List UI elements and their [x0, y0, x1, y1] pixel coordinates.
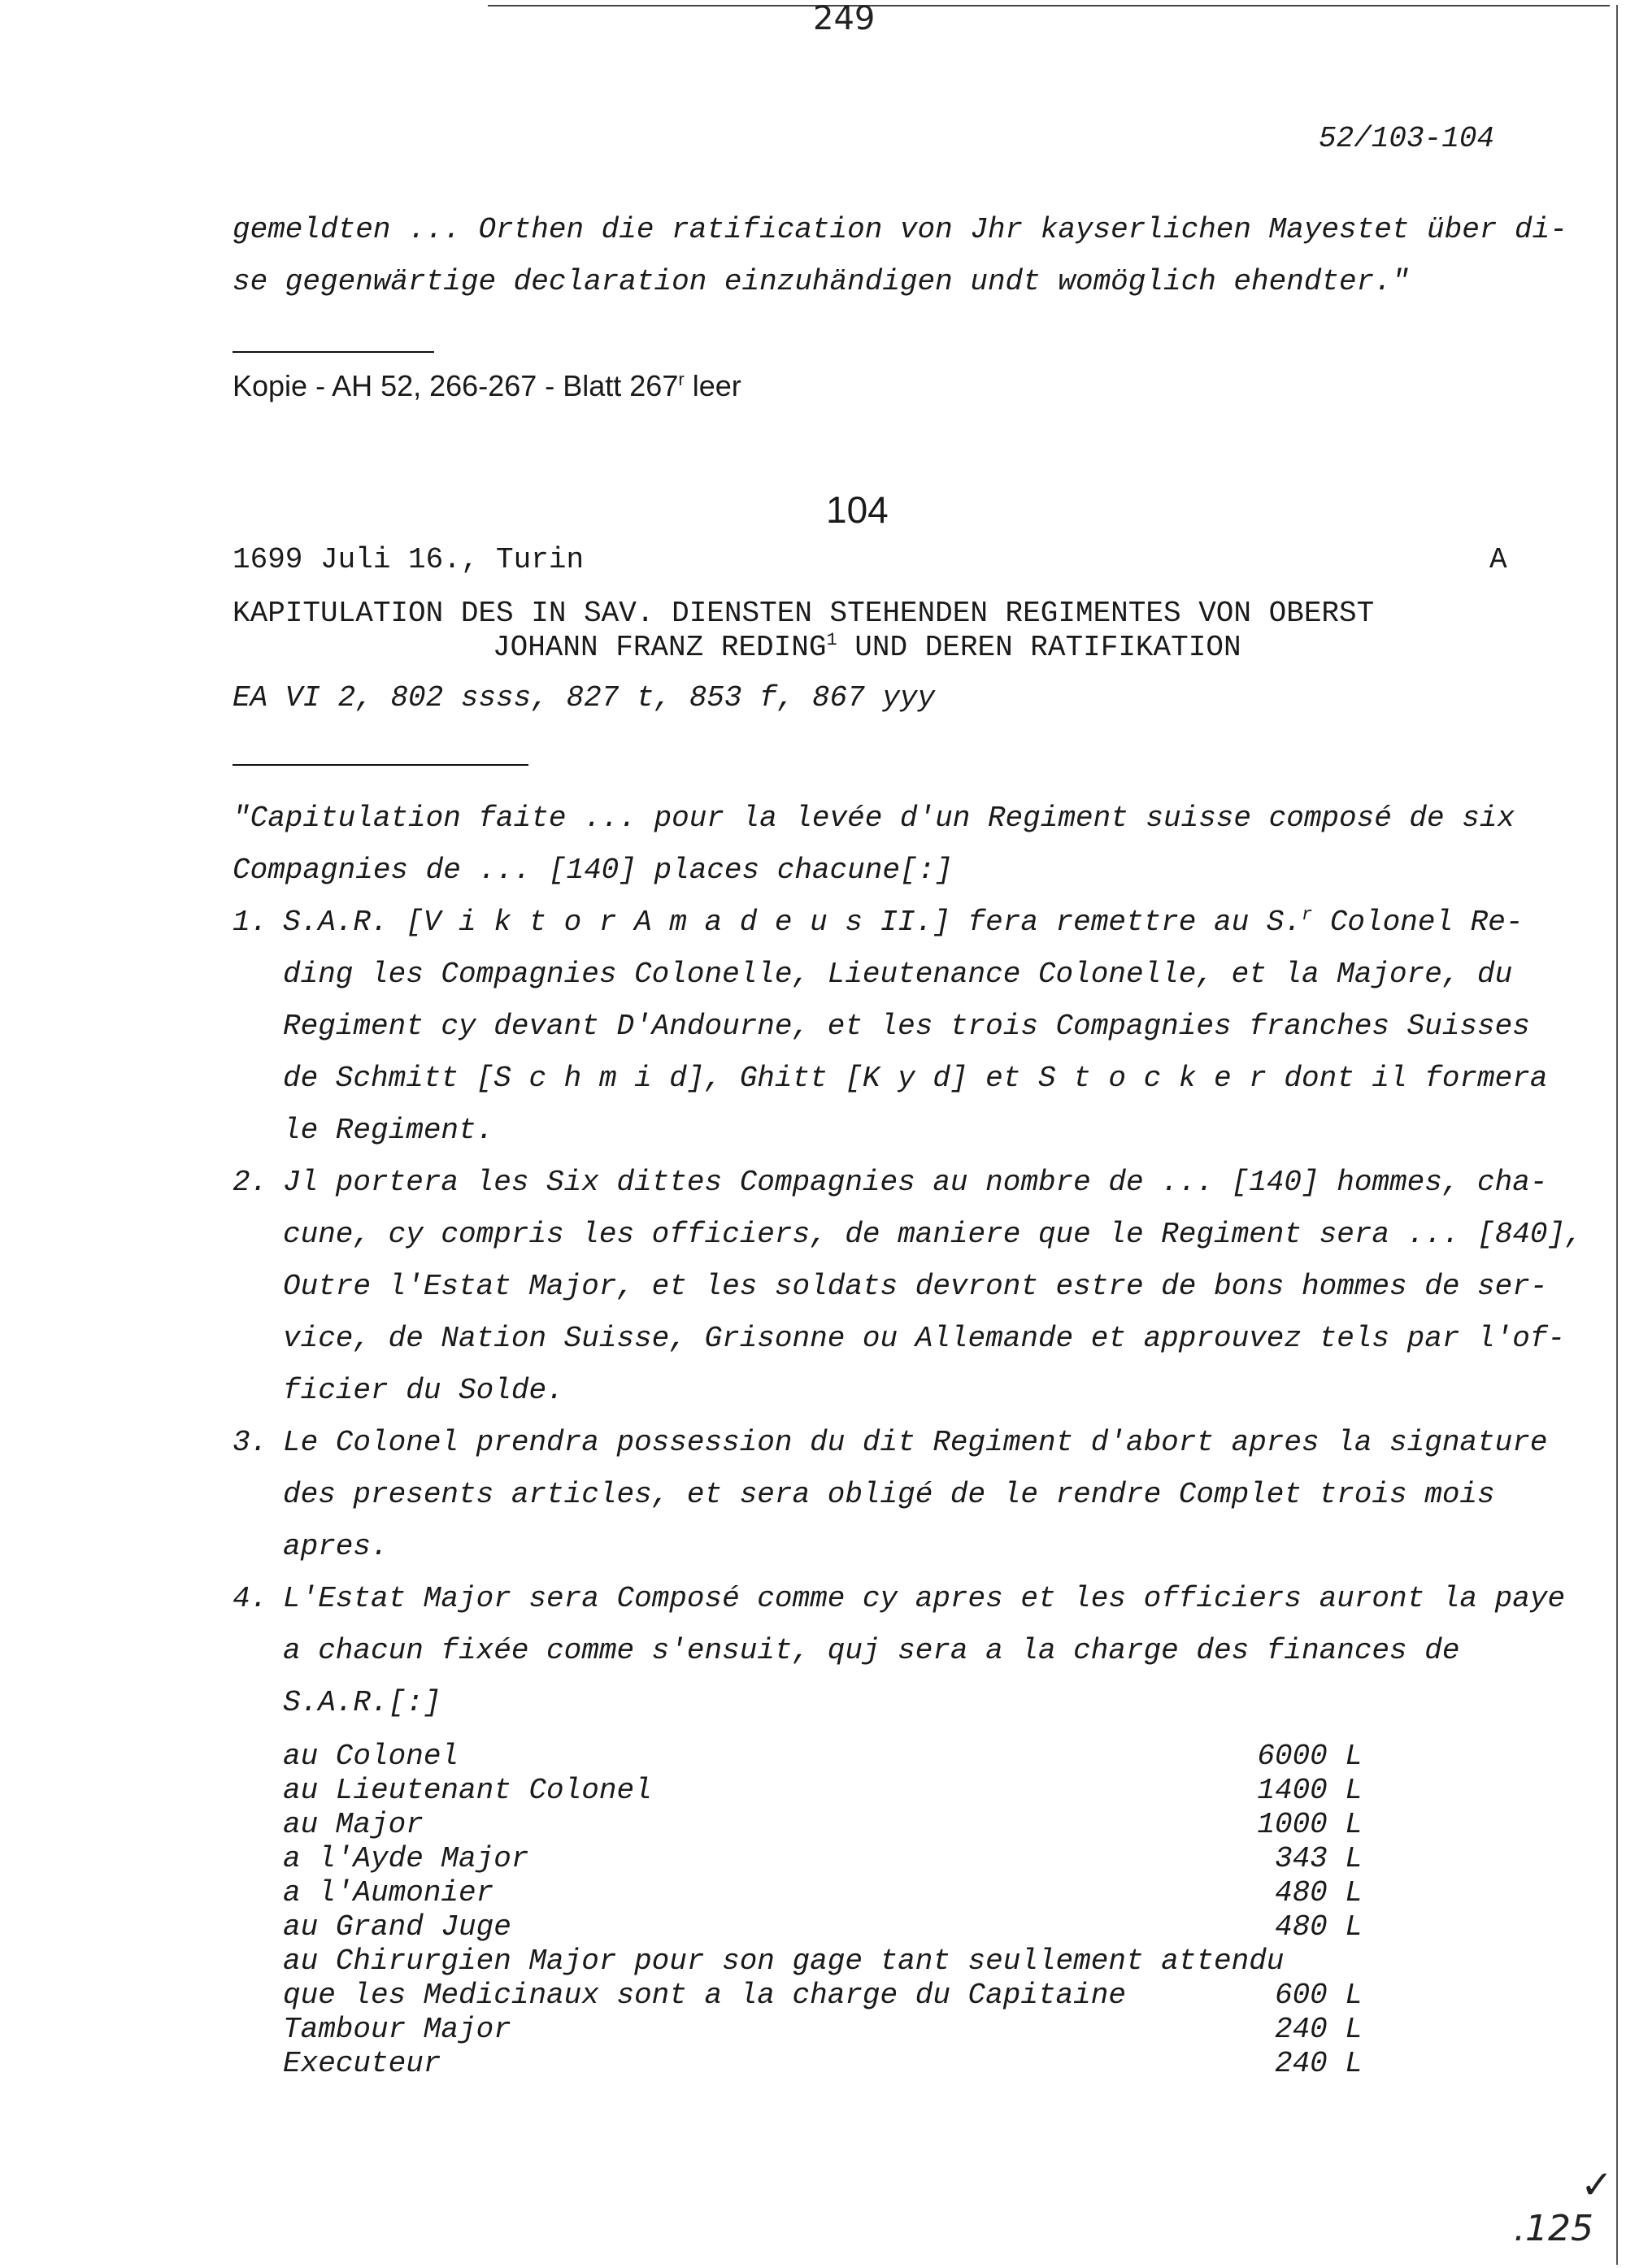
article-4-line-3: S.A.R.[:] — [283, 1686, 441, 1719]
staff-row-label: Tambour Major — [283, 2013, 511, 2046]
staff-row-label: au Major — [283, 1808, 424, 1841]
article-3-line-1: Le Colonel prendra possession du dit Regiment d'abort apres la signature — [283, 1426, 1548, 1459]
page-reference: 52/103-104 — [1319, 122, 1495, 155]
staff-row-label: a l'Aumonier — [283, 1876, 494, 1910]
document-title-line-2 — [493, 631, 1241, 664]
article-2-line-2: cune, cy compris les officiers, de maniere que le Regiment sera ... [840], — [283, 1218, 1583, 1251]
source-note-suffix: leer — [684, 369, 741, 402]
right-border-line — [1616, 5, 1618, 2265]
staff-row-value: 480 L — [1274, 1910, 1363, 1944]
staff-row-label: au Colonel — [283, 1740, 459, 1773]
staff-row-value: 6000 L — [1257, 1740, 1363, 1773]
article-1-line-4: de Schmitt [S c h m i d], Ghitt [K y d] et S t o c k e r dont il formera — [283, 1062, 1548, 1095]
document-title-line-1: KAPITULATION DES IN SAV. DIENSTEN STEHENDEN REGIMENTES VON OBERST — [233, 597, 1375, 630]
source-note-main: Kopie - AH 52, 266-267 - Blatt 267 — [233, 369, 679, 402]
intro-line-1: "Capitulation faite ... pour la levée d'un Regiment suisse composé de six — [233, 802, 1515, 835]
handwritten-check-mark: ✓ — [1580, 2162, 1614, 2208]
handwritten-page-number: 249 — [813, 0, 876, 37]
staff-row-value: 343 L — [1274, 1842, 1363, 1875]
document-letter: A — [1489, 543, 1507, 576]
intro-line-2: Compagnies de ... [140] places chacune[:] — [233, 854, 953, 887]
source-note-sup: r — [678, 369, 685, 389]
article-1-line-3: Regiment cy devant D'Andourne, et les trois Compagnies franches Suisses — [283, 1010, 1530, 1043]
article-2-line-3: Outre l'Estat Major, et les soldats devront estre de bons hommes de ser- — [283, 1270, 1548, 1303]
article-3-number: 3. — [233, 1426, 268, 1459]
separator-rule-2 — [233, 764, 528, 766]
staff-row-label: au Lieutenant Colonel — [283, 1774, 652, 1807]
article-4-line-2: a chacun fixée comme s'ensuit, quj sera a la charge des finances de — [283, 1634, 1460, 1667]
article-1-line-1-tail: Colonel Re- — [1312, 906, 1524, 939]
article-2-line-1: Jl portera les Six dittes Compagnies au nombre de ... [140] hommes, cha- — [283, 1166, 1548, 1199]
source-note — [233, 369, 741, 403]
staff-row-value: 1000 L — [1257, 1808, 1363, 1841]
article-1-line-2: ding les Compagnies Colonelle, Lieutenance Colonelle, et la Majore, du — [283, 958, 1513, 991]
article-1-sup: r — [1302, 905, 1313, 925]
article-3-line-3: apres. — [283, 1530, 389, 1563]
document-number: 104 — [826, 489, 889, 531]
staff-row-label: au Chirurgien Major pour son gage tant seullement attendu — [283, 1944, 1285, 1978]
staff-row-value: 240 L — [1274, 2013, 1363, 2046]
staff-row-value: 1400 L — [1257, 1774, 1363, 1807]
title-line-2-text: JOHANN FRANZ REDING — [493, 631, 827, 664]
footnote-marker: 1 — [826, 630, 837, 650]
article-4-line-1: L'Estat Major sera Composé comme cy apres et les officiers auront la paye — [283, 1582, 1566, 1615]
continuation-line-2: se gegenwärtige declaration einzuhändigen undt womöglich ehendter." — [233, 265, 1410, 298]
article-2-line-4: vice, de Nation Suisse, Grisonne ou Allemande et approuvez tels par l'of- — [283, 1322, 1566, 1355]
document-references: EA VI 2, 802 ssss, 827 t, 853 f, 867 yyy — [233, 681, 936, 715]
article-2-number: 2. — [233, 1166, 268, 1199]
title-line-2-suffix: UND DEREN RATIFIKATION — [837, 631, 1241, 664]
staff-row-value: 600 L — [1274, 1979, 1363, 2012]
document-date-place: 1699 Juli 16., Turin — [233, 543, 585, 576]
continuation-line-1: gemeldten ... Orthen die ratification von Jhr kayserlichen Mayestet über di- — [233, 213, 1567, 246]
staff-row-value: 480 L — [1274, 1876, 1363, 1910]
staff-row-label: Executeur — [283, 2047, 441, 2080]
article-1-line-5: le Regiment. — [283, 1114, 494, 1147]
article-4-number: 4. — [233, 1582, 268, 1615]
top-border-line — [488, 5, 1610, 7]
article-1-line-1 — [283, 906, 1523, 939]
staff-row-value: 240 L — [1274, 2047, 1363, 2080]
article-1-number: 1. — [233, 906, 268, 939]
staff-row-label: au Grand Juge — [283, 1910, 511, 1944]
article-2-line-5: ficier du Solde. — [283, 1374, 564, 1407]
handwritten-bottom-number: .125 — [1514, 2208, 1593, 2249]
article-1-line-1-text: S.A.R. [V i k t o r A m a d e u s II.] fera remettre au S. — [283, 906, 1302, 939]
separator-rule-1 — [233, 351, 434, 353]
article-3-line-2: des presents articles, et sera obligé de le rendre Complet trois mois — [283, 1478, 1495, 1511]
staff-row-label: que les Medicinaux sont a la charge du Capitaine — [283, 1979, 1126, 2012]
staff-row-label: a l'Ayde Major — [283, 1842, 529, 1875]
